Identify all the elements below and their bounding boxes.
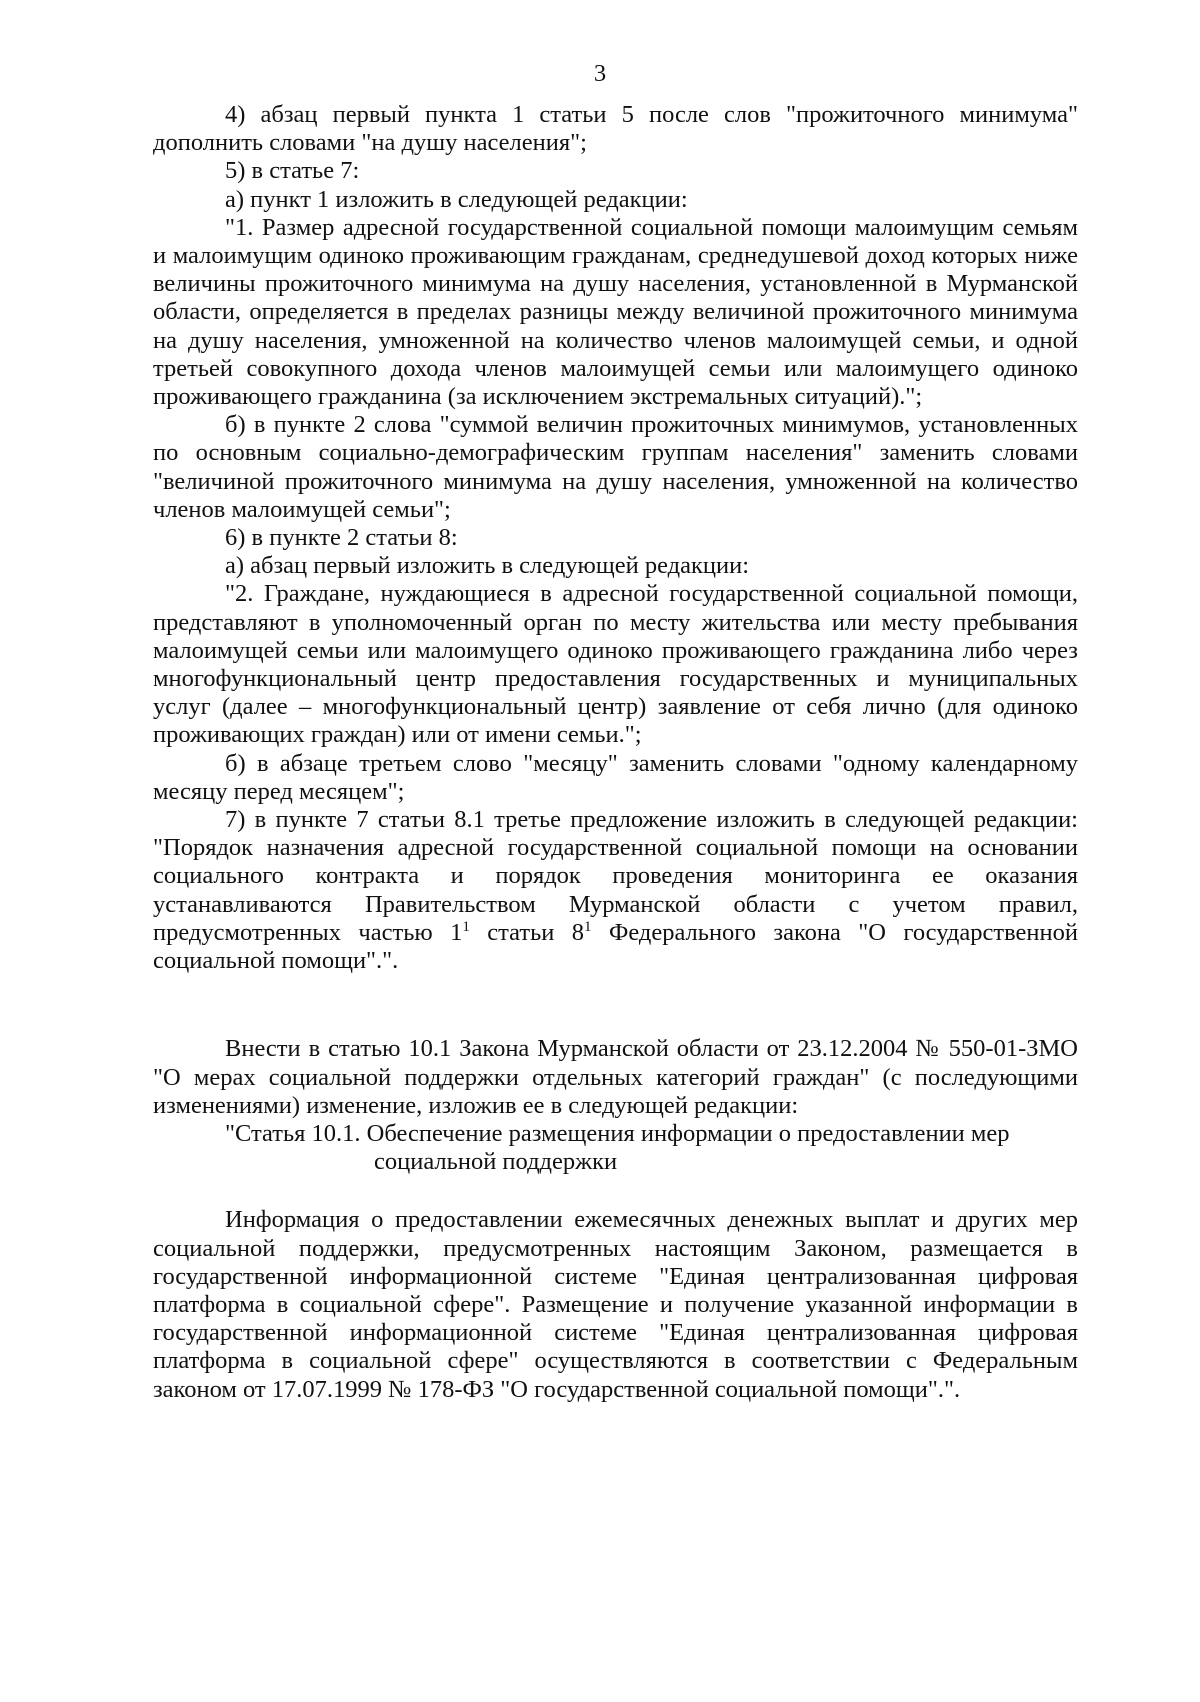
paragraph-item-7 (153, 806, 1078, 975)
paragraph-item-7-text-2: статьи 8 (469, 918, 585, 946)
quoted-article-title (153, 1120, 1078, 1176)
paragraph-item-5: 5) в статье 7: (225, 157, 360, 185)
paragraph-subitem-b-2: б) в абзаце третьем слово "месяцу" заменить словами "одному календарному месяцу перед месяцем"; (153, 749, 1078, 805)
quoted-amendment-paragraph: "1. Размер адресной государственной социальной помощи малоимущим семьям и малоимущим одиноко проживающим гражданам, среднедушевой доход которых ниже величины прожиточного минимума на душу населения, установленной в Мурманской области, определяется в пределах разницы между величиной прожиточного минимума на душу населения, умноженной на количество членов малоимущей семьи, и одной третьей совокупного дохода членов малоимущей семьи или малоимущего одиноко проживающего гражданина (за исключением экстремальных ситуаций)."; (153, 213, 1078, 411)
superscript: 1 (462, 918, 470, 935)
document-body (153, 101, 1078, 1404)
paragraph-item-7-text-3: Федерального закона "О государственной социальной помощи".". (153, 918, 1078, 975)
spacer (153, 975, 1078, 1005)
paragraph-subitem-a: а) пункт 1 изложить в следующей редакции: (225, 185, 688, 213)
article-body-paragraph: Внести в статью 10.1 Закона Мурманской области от 23.12.2004 № 550-01-ЗМО "О мерах социальной поддержки отдельных категорий граждан" (с последующими изменениями) изменение, изложив ее в следующей редакции: (153, 1035, 1078, 1119)
spacer (153, 1176, 1078, 1206)
paragraph-item-7-text: 7) в пункте 7 статьи 8.1 третье предложение изложить в следующей редакции: "Порядок назначения адресной государственной социальной помощи на основании социального контракта и порядок проведения мониторинга ее оказания устанавливаются Правительством Мурманской области с учетом правил, предусмотренных частью 1 (153, 806, 1078, 946)
paragraph-subitem-b: б) в пункте 2 слова "суммой величин прожиточных минимумов, установленных по основным социально-демографическим группам населения" заменить словами "величиной прожиточного минимума на душу населения, умноженной на количество членов малоимущей семьи"; (153, 411, 1078, 523)
quoted-article-title-line-1: "Статья 10.1. Обеспечение размещения информации о предоставлении мер (225, 1119, 1010, 1147)
superscript-2: 1 (584, 918, 592, 935)
paragraph-item-4: 4) абзац первый пункта 1 статьи 5 после слов "прожиточного минимума" дополнить словами "на душу населения"; (153, 101, 1078, 157)
spacer (153, 1005, 1078, 1035)
paragraph-subitem-a-2: а) абзац первый изложить в следующей редакции: (225, 552, 750, 580)
quoted-article-title-line-2: социальной поддержки (374, 1148, 618, 1176)
page-number: 3 (593, 60, 607, 87)
paragraph-item-6: 6) в пункте 2 статьи 8: (225, 524, 458, 552)
quoted-amendment-paragraph-2: "2. Граждане, нуждающиеся в адресной государственной социальной помощи, представляют в уполномоченный орган по месту жительства или месту пребывания малоимущей семьи или малоимущего одиноко проживающего гражданина либо через многофункциональный центр предоставления государственных и муниципальных услуг (далее – многофункциональный центр) заявление от себя лично (для одиноко проживающих граждан) или от имени семьи."; (153, 580, 1078, 749)
quoted-article-body: Информация о предоставлении ежемесячных денежных выплат и других мер социальной поддержки, предусмотренных настоящим Законом, размещается в государственной информационной системе "Единая централизованная цифровая платформа в социальной сфере". Размещение и получение указанной информации в государственной информационной системе "Единая централизованная цифровая платформа в социальной сфере" осуществляются в соответствии с Федеральным законом от 17.07.1999 № 178-ФЗ "О государственной социальной помощи".". (153, 1206, 1078, 1403)
